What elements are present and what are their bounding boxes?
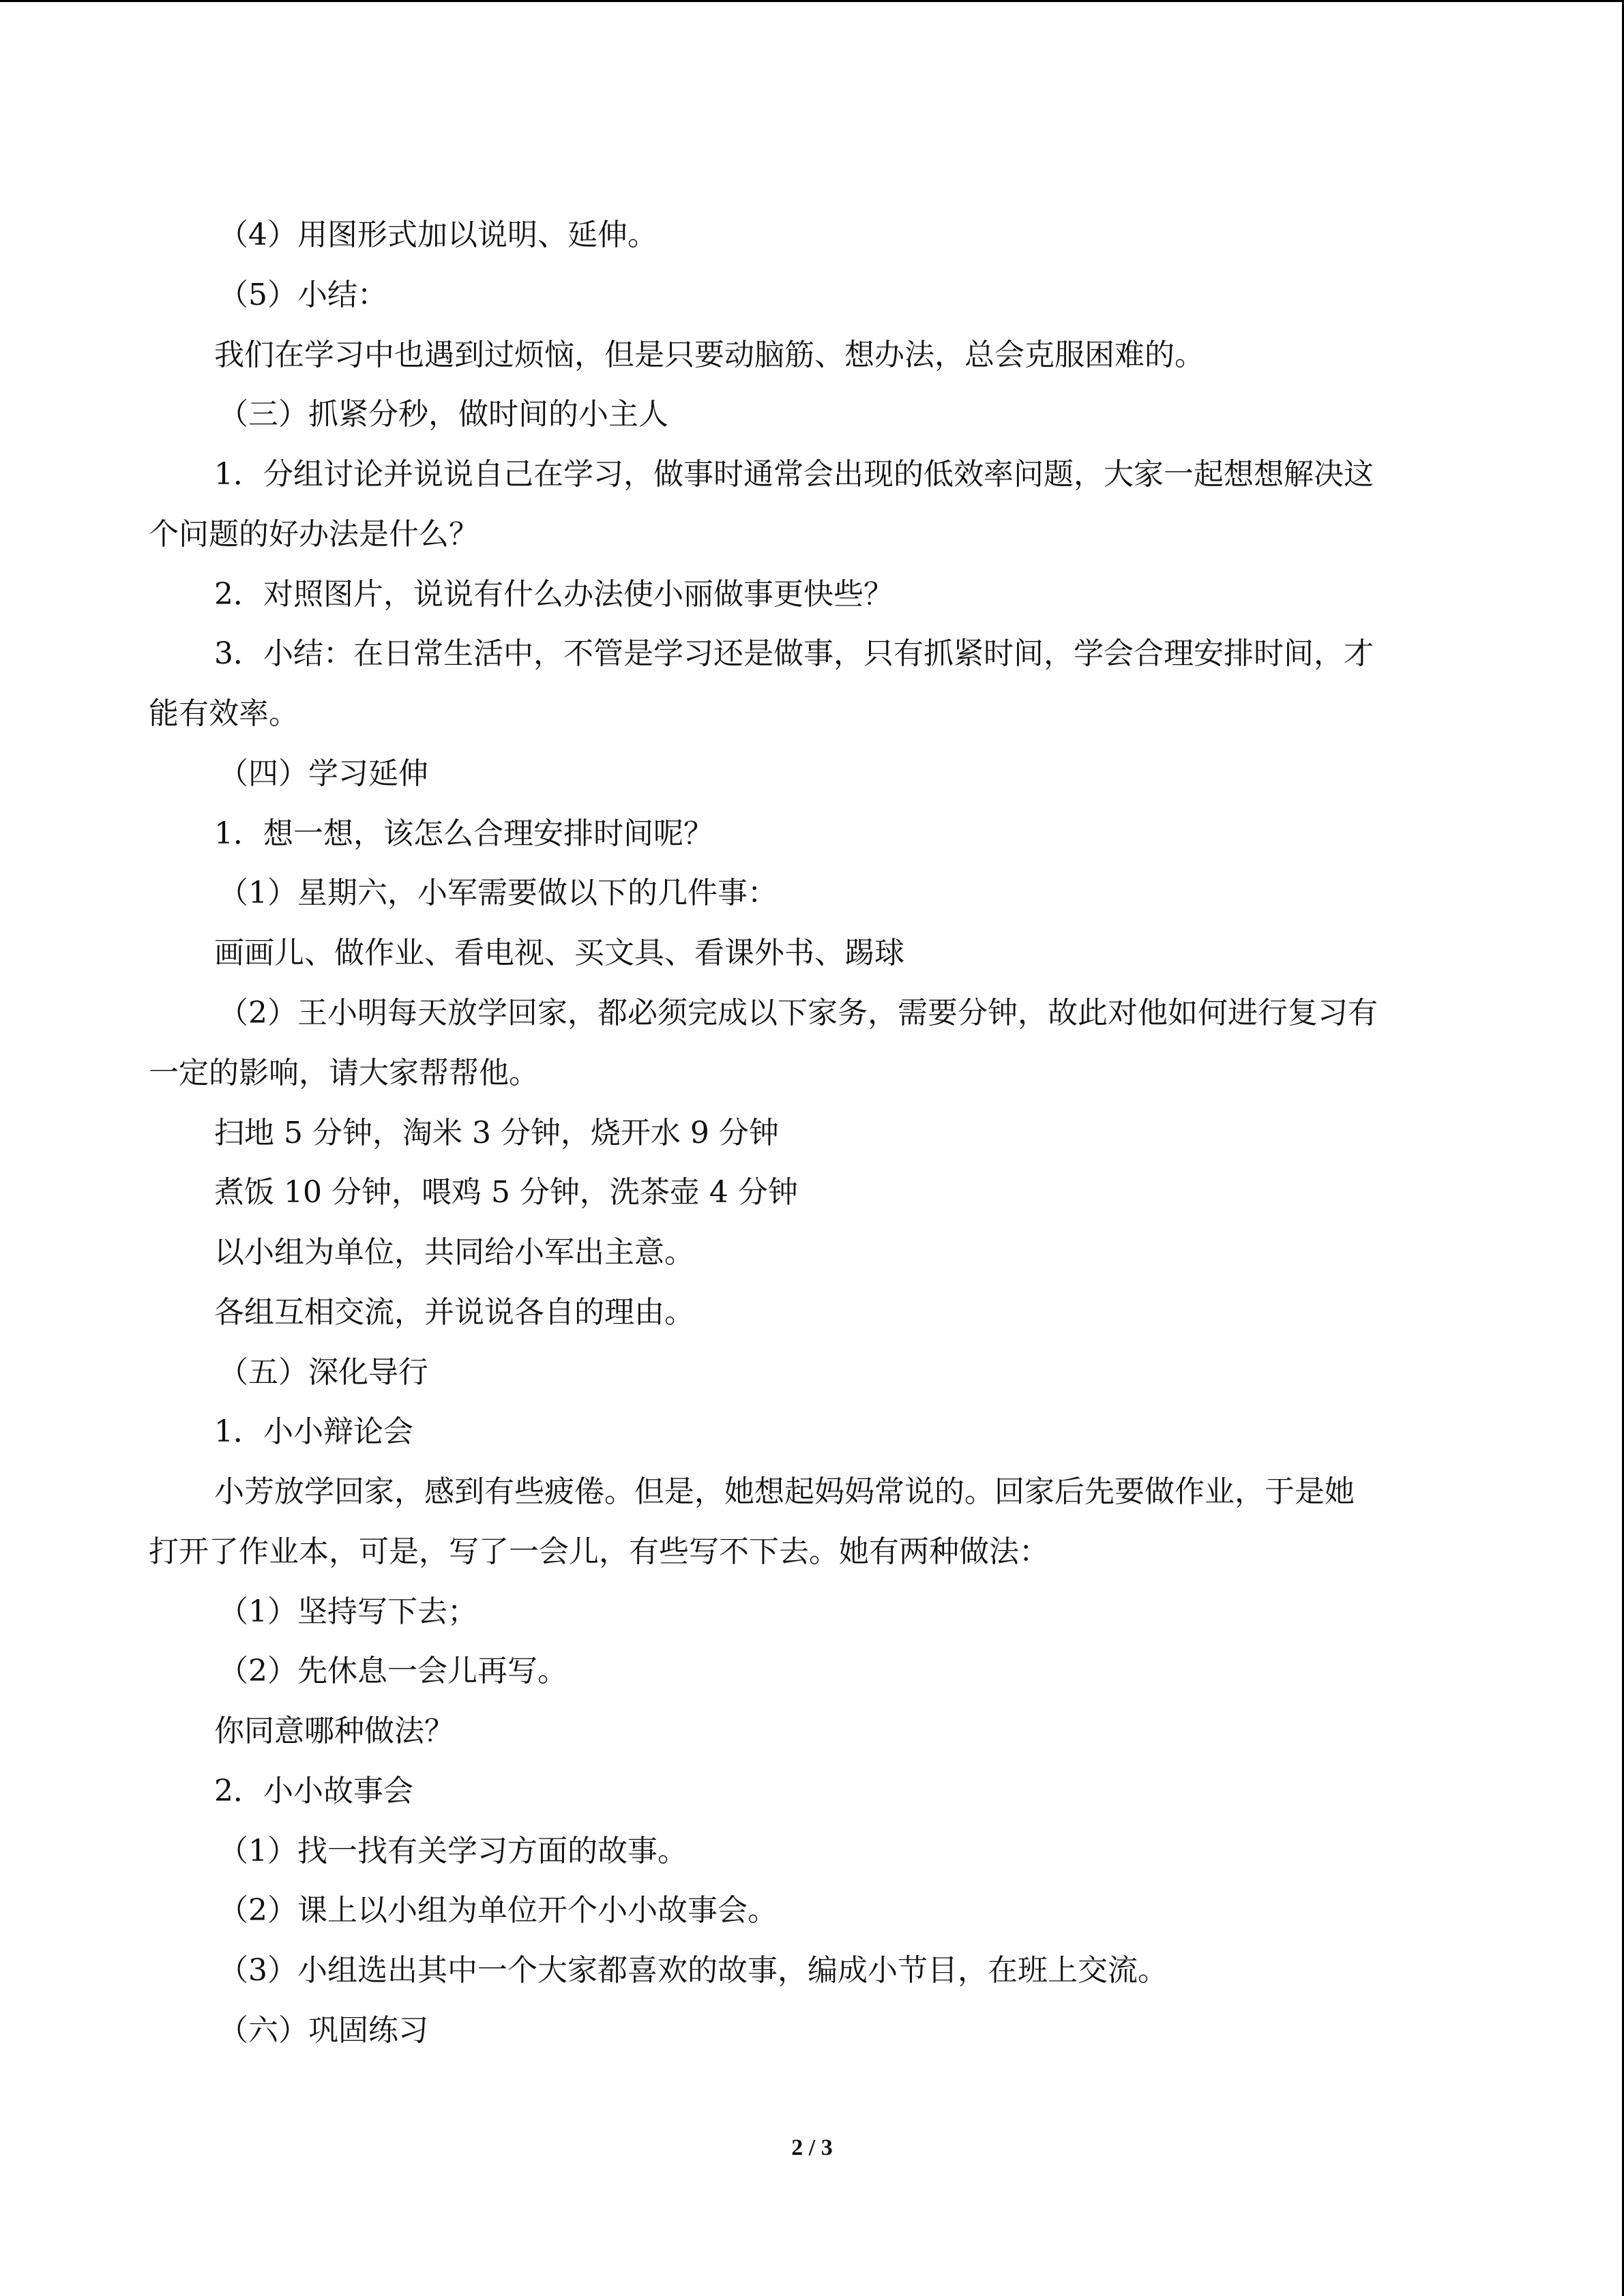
text-line: 个问题的好办法是什么？ <box>149 517 479 552</box>
text-line: 3．小结：在日常生活中，不管是学习还是做事，只有抓紧时间，学会合理安排时间，才 <box>214 636 1374 671</box>
section-heading: （三）抓紧分秒，做时间的小主人 <box>218 397 668 432</box>
text-line: （3）小组选出其中一个大家都喜欢的故事，编成小节目，在班上交流。 <box>218 1953 1168 1988</box>
section-heading: （六）巩固练习 <box>218 2013 428 2048</box>
text-line: 2．对照图片，说说有什么办法使小丽做事更快些？ <box>214 577 894 612</box>
page-top-border <box>0 0 1624 2</box>
text-line: 1．想一想，该怎么合理安排时间呢？ <box>214 816 713 851</box>
text-line: 你同意哪种做法？ <box>214 1714 454 1748</box>
text-line: 2．小小故事会 <box>214 1774 413 1808</box>
text-line: 画画儿、做作业、看电视、买文具、看课外书、踢球 <box>214 936 904 970</box>
text-line: 我们在学习中也遇到过烦恼，但是只要动脑筋、想办法，总会克服困难的。 <box>214 338 1205 372</box>
page-number: 2 / 3 <box>791 2135 833 2160</box>
section-heading: （五）深化导行 <box>218 1355 428 1390</box>
text-line: 1．分组讨论并说说自己在学习，做事时通常会出现的低效率问题，大家一起想想解决这 <box>214 457 1374 492</box>
text-line: （2）课上以小组为单位开个小小故事会。 <box>218 1893 778 1928</box>
text-line: （1）坚持写下去； <box>218 1594 477 1629</box>
text-line: （2）先休息一会儿再写。 <box>218 1654 567 1688</box>
text-line: （2）王小明每天放学回家，都必须完成以下家务，需要分钟，故此对他如何进行复习有 <box>218 996 1378 1030</box>
text-line: 一定的影响，请大家帮帮他。 <box>149 1056 539 1090</box>
text-line: （1）星期六，小军需要做以下的几件事： <box>218 876 778 910</box>
text-line: 扫地 5 分钟，淘米 3 分钟，烧开水 9 分钟 <box>214 1116 779 1150</box>
text-line: （4）用图形式加以说明、延伸。 <box>218 218 658 252</box>
text-line: 各组互相交流，并说说各自的理由。 <box>214 1295 694 1330</box>
text-line: （1）找一找有关学习方面的故事。 <box>218 1834 688 1868</box>
text-line: （5）小结： <box>218 278 387 312</box>
text-line: 1．小小辩论会 <box>214 1414 413 1449</box>
text-line: 小芳放学回家，感到有些疲倦。但是，她想起妈妈常说的。回家后先要做作业，于是她 <box>214 1474 1355 1509</box>
text-line: 以小组为单位，共同给小军出主意。 <box>214 1235 694 1270</box>
section-heading: （四）学习延伸 <box>218 756 428 791</box>
text-line: 煮饭 10 分钟，喂鸡 5 分钟，洗茶壶 4 分钟 <box>214 1175 798 1210</box>
text-line: 能有效率。 <box>149 696 299 731</box>
text-line: 打开了作业本，可是，写了一会儿，有些写不下去。她有两种做法： <box>149 1534 1049 1569</box>
